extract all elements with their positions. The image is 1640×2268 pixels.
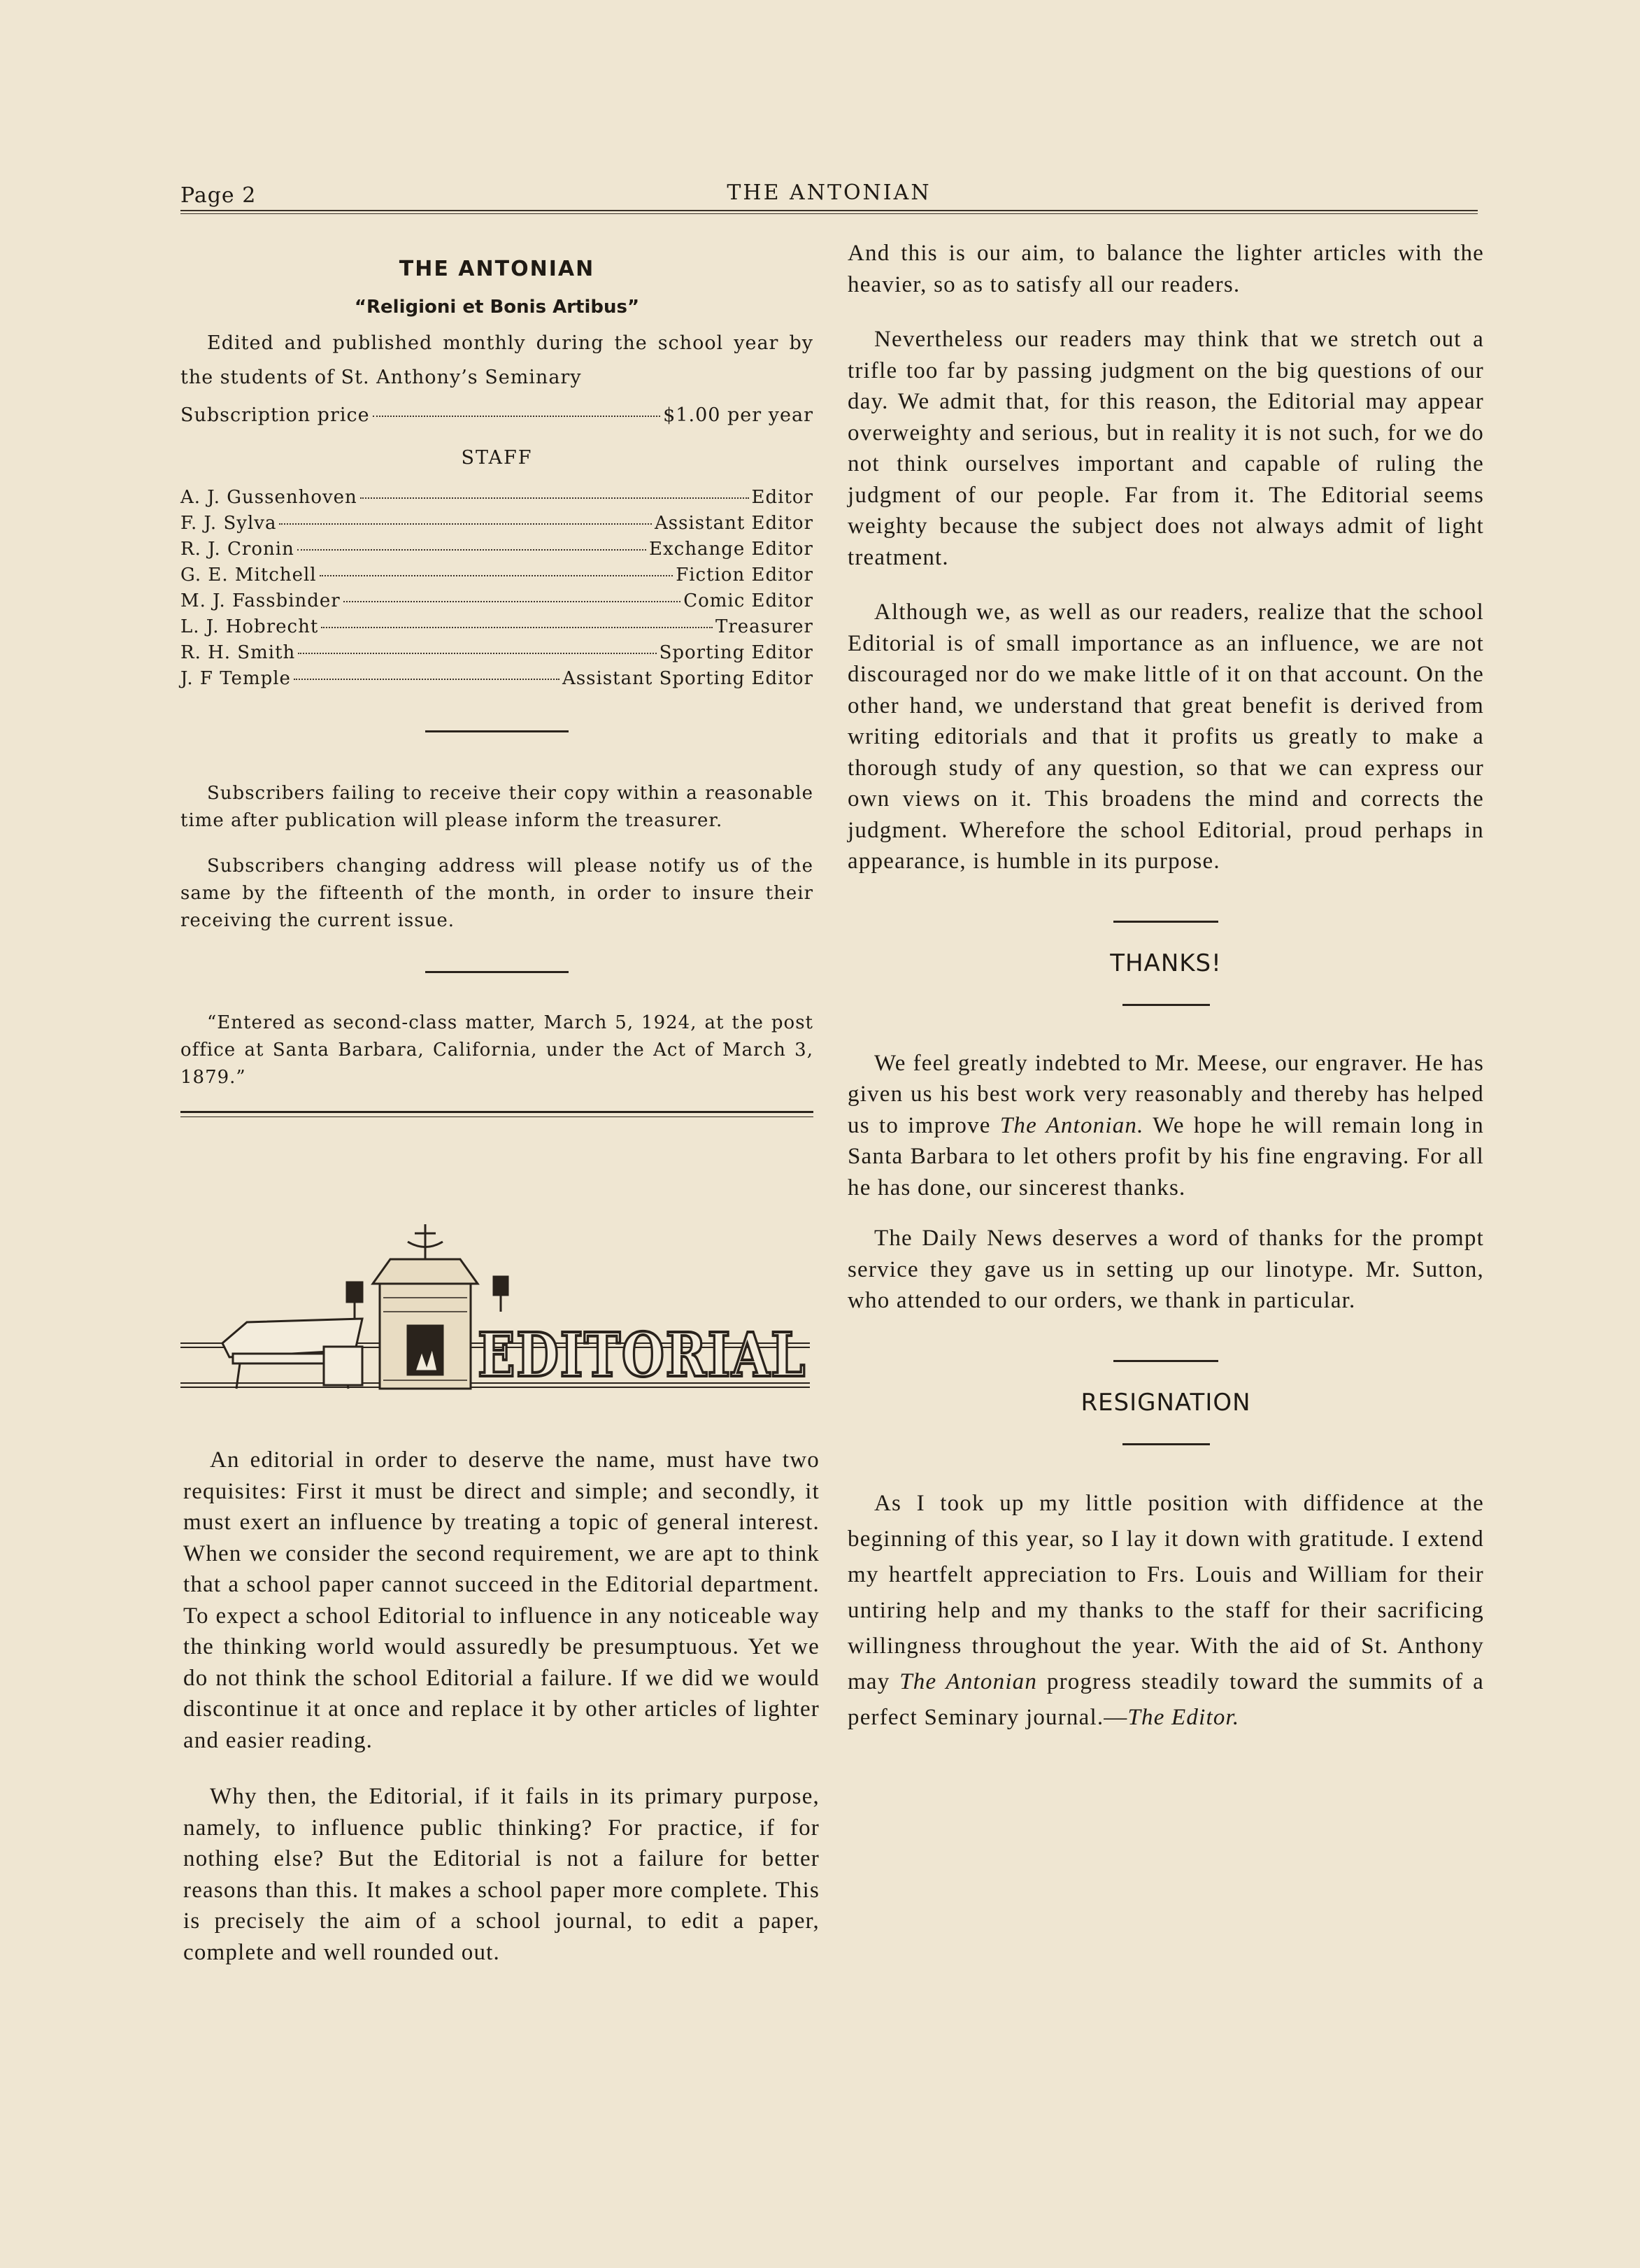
publication-name: The Antonian [899, 1668, 1038, 1694]
header-rule [180, 210, 1478, 214]
staff-name: R. H. Smith [180, 642, 296, 663]
section-divider [1113, 1360, 1218, 1362]
subscription-label: Subscription price [180, 404, 370, 426]
leader-dots [321, 627, 713, 628]
staff-row [180, 487, 813, 513]
resignation-text: progress steadily toward the summits of a perfect Seminary journal.— [848, 1668, 1484, 1730]
section-divider [425, 730, 569, 732]
staff-role: Exchange Editor [649, 539, 813, 560]
subscription-price [180, 404, 813, 426]
leader-dots [297, 549, 646, 551]
staff-row [180, 642, 813, 668]
editorial-banner-illustration [180, 1221, 810, 1406]
thanks-paragraph: The Daily News deserves a word of thanks for the prompt service they gave us in setting up our linotype. Mr. Sutton, who attended to our orders, we thank in particular. [848, 1226, 1484, 1313]
masthead-motto: “Religioni et Bonis Artibus” [354, 297, 640, 318]
staff-name: L. J. Hobrecht [180, 616, 319, 637]
editorial-continued-paragraph: Nevertheless our readers may think that we stretch out a trifle too far by passing judgment on the big questions of our day. We admit that, for this reason, the Editorial may appear overweighty and serious, but in reality it is not such, for we do not think ourselves important and capable of ruling the judgment of our people. Far from it. The Editorial seems weighty because the subject does not always admit of light treatment. [848, 327, 1484, 570]
staff-list [180, 487, 813, 694]
left-column [180, 238, 813, 1117]
resignation-heading: RESIGNATION [1081, 1388, 1251, 1417]
subscription-value: $1.00 per year [663, 404, 813, 426]
section-divider [1122, 1004, 1210, 1006]
staff-role: Assistant Editor [655, 513, 813, 534]
staff-name: A. J. Gussenhoven [180, 487, 357, 508]
entry-notice: “Entered as second-class matter, March 5, 1924, at the post office at Santa Barbara, California, under the Act of March 3, 1879.” [180, 1012, 813, 1088]
staff-row [180, 539, 813, 565]
leader-dots [373, 416, 661, 417]
staff-role: Treasurer [715, 616, 813, 637]
leader-dots [360, 497, 749, 499]
editorial-paragraph: An editorial in order to deserve the name, must have two requisites: First it must be direct and simple; and secondly, it must exert an influence by treating a topic of general interest. When we consider the second requirement, we are apt to think that a school paper cannot succeed in the Editorial department. To expect a school Editorial to influence in any noticeable way the thinking world would assuredly be presumptuous. Yet we do not think the school Editorial a failure. If we did we would discontinue it at once and replace it by other articles of lighter and easier reading. [183, 1447, 820, 1753]
thanks-text: We hope he will remain long in Santa Barbara to let others profit by his fine engraving. For all he has done, our sincerest thanks. [848, 1112, 1485, 1200]
editorial-paragraph: Why then, the Editorial, if it fails in its primary purpose, namely, to influence public thinking? For practice, if for nothing else? But the Editorial is not a failure for better reasons than this. It makes a school paper more complete. This is precisely the aim of a school journal, to edit a paper, complete and well rounded out. [183, 1784, 820, 1965]
staff-row [180, 668, 813, 694]
staff-row [180, 565, 813, 590]
leader-dots [320, 575, 673, 576]
staff-role: Editor [751, 487, 813, 508]
thanks-heading: THANKS! [1110, 949, 1222, 977]
thanks-text: We feel greatly indebted to Mr. Meese, our engraver. He has given us his best work very reasonably and thereby has helped us to improve [848, 1050, 1484, 1138]
leader-dots [343, 601, 680, 602]
resignation-text: As I took up my little position with diffidence at the beginning of this year, so I lay it down with gratitude. I extend my heartfelt appreciation to Frs. Louis and William for their untiring help and my thanks to the staff for their sacrificing willingness throughout the year. With the aid of St. Anthony may [848, 1490, 1484, 1694]
editorial-banner [180, 1221, 810, 1406]
notice-paragraph: Subscribers changing address will please notify us of the same by the fifteenth of the month, in order to insure their receiving the current issue. [180, 856, 813, 931]
publication-title: THE ANTONIAN [727, 180, 932, 205]
publication-name: The Antonian. [999, 1112, 1144, 1138]
page-number: Page 2 [180, 183, 257, 208]
section-divider [1113, 921, 1218, 923]
leader-dots [279, 523, 652, 525]
staff-role: Fiction Editor [676, 565, 813, 586]
column-rule [180, 1111, 813, 1117]
page-header [180, 180, 1478, 215]
leader-dots [294, 679, 559, 680]
editor-signature: The Editor. [1127, 1704, 1240, 1730]
staff-name: J. F Temple [180, 668, 291, 689]
masthead-description: Edited and published monthly during the school year by the students of St. Anthony’s Seminary [180, 332, 813, 388]
editorial-continued-paragraph: And this is our aim, to balance the lighter articles with the heavier, so as to satisfy all our readers. [848, 241, 1484, 297]
staff-name: M. J. Fassbinder [180, 590, 341, 611]
staff-row [180, 616, 813, 642]
staff-row [180, 513, 813, 539]
editorial-banner-text: EDITORIAL [478, 1320, 806, 1391]
section-divider [425, 971, 569, 973]
masthead-title: THE ANTONIAN [399, 257, 595, 281]
staff-name: R. J. Cronin [180, 539, 294, 560]
staff-role: Comic Editor [683, 590, 813, 611]
staff-role: Assistant Sporting Editor [562, 668, 813, 689]
staff-heading: STAFF [461, 447, 533, 469]
thanks-paragraph [848, 1048, 1484, 1204]
staff-role: Sporting Editor [659, 642, 813, 663]
staff-row [180, 590, 813, 616]
right-column [848, 238, 1484, 1736]
staff-name: G. E. Mitchell [180, 565, 317, 586]
section-divider [1122, 1443, 1210, 1445]
notice-paragraph: Subscribers failing to receive their copy within a reasonable time after publication will please inform the treasurer. [180, 783, 813, 831]
resignation-paragraph [848, 1486, 1484, 1736]
staff-name: F. J. Sylva [180, 513, 277, 534]
editorial-body [183, 1445, 820, 1968]
leader-dots [298, 653, 656, 654]
editorial-continued-paragraph: Although we, as well as our readers, realize that the school Editorial is of small importance as an influence, we are not discouraged nor do we make little of it on that account. On the other hand, we understand that great benefit is derived from writing editorials and that it profits us greatly to make a thorough study of any question, so that we can express our own views on it. This broadens the mind and corrects the judgment. Wherefore the school Editorial, proud perhaps in appearance, is humble in its purpose. [848, 600, 1484, 874]
